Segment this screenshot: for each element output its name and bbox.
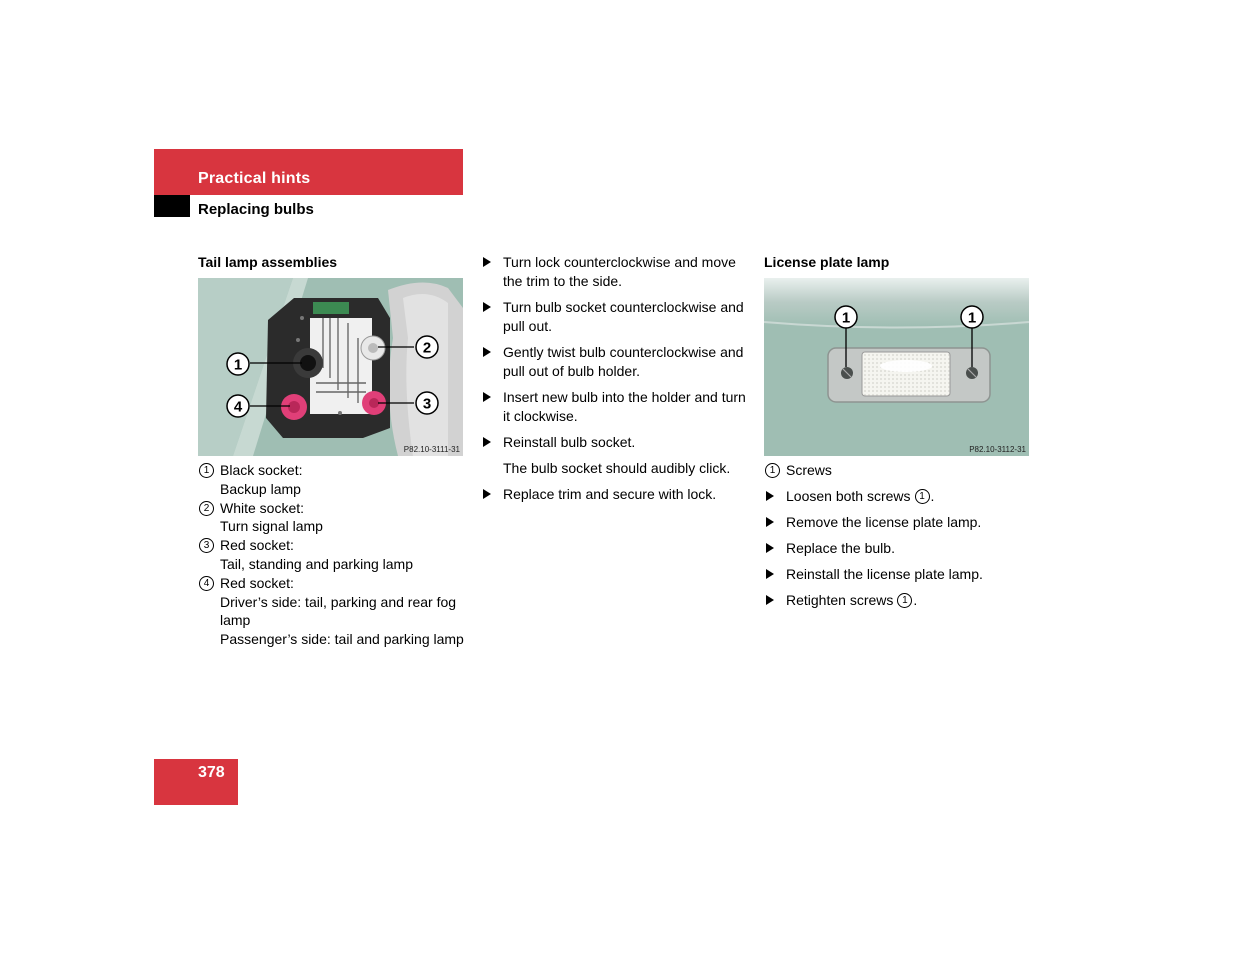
legend-item: 1 Screws: [764, 461, 1032, 480]
step-item: Remove the license plate lamp.: [764, 513, 1032, 532]
tail-lamp-illustration: [198, 278, 463, 456]
figure-code: P82.10-3111-31: [403, 445, 460, 454]
legend-number: 3: [199, 538, 214, 553]
bullet-triangle-icon: [483, 347, 491, 357]
tail-lamp-legend: [198, 461, 466, 649]
step-item: Loosen both screws 1 .: [764, 487, 1032, 506]
license-lamp-heading: License plate lamp: [764, 254, 890, 270]
step-item: Reinstall the license plate lamp.: [764, 565, 1032, 584]
legend-item: 2 White socket: Turn signal lamp: [198, 499, 466, 537]
bullet-triangle-icon: [483, 392, 491, 402]
step-item: Reinstall bulb socket.: [481, 433, 749, 452]
tail-lamp-figure: [198, 278, 463, 456]
svg-text:1: 1: [967, 309, 977, 327]
step-item: Turn bulb socket counterclockwise and pull out.: [481, 298, 749, 336]
tail-lamp-heading: Tail lamp assemblies: [198, 254, 338, 270]
license-lamp-figure: [764, 278, 1029, 456]
callout-2: [416, 336, 438, 358]
bullet-triangle-icon: [766, 491, 774, 501]
legend-item: 3 Red socket: Tail, standing and parking lamp: [198, 536, 466, 574]
svg-text:1: 1: [233, 356, 243, 374]
figure-code: P82.10-3112-31: [969, 445, 1026, 454]
bullet-triangle-icon: [766, 517, 774, 527]
bullet-triangle-icon: [766, 595, 774, 605]
callout-1: [835, 306, 857, 328]
bullet-triangle-icon: [766, 569, 774, 579]
bullet-triangle-icon: [483, 437, 491, 447]
svg-text:4: 4: [233, 398, 243, 416]
step-item: Retighten screws 1 .: [764, 591, 1032, 610]
legend-number: 1: [199, 463, 214, 478]
legend-item: 1 Black socket: Backup lamp: [198, 461, 466, 499]
subsection-title: Replacing bulbs: [198, 201, 314, 218]
svg-text:1: 1: [841, 309, 851, 327]
step-item: Insert new bulb into the holder and turn it clockwise.: [481, 388, 749, 426]
legend-item: 4 Red socket: Driver’s side: tail, parking and rear fog lamp Passenger’s side: tail and parking lamp: [198, 574, 466, 649]
bullet-triangle-icon: [483, 489, 491, 499]
tail-lamp-steps: [481, 253, 749, 511]
legend-number: 2: [199, 501, 214, 516]
bullet-triangle-icon: [483, 302, 491, 312]
step-note: The bulb socket should audibly click.: [503, 460, 731, 476]
ref-number: 1: [897, 593, 912, 608]
callout-1: [961, 306, 983, 328]
step-item: Turn lock counterclockwise and move the trim to the side.: [481, 253, 749, 291]
svg-text:3: 3: [422, 395, 432, 413]
section-title: Practical hints: [198, 170, 311, 187]
step-item: Gently twist bulb counterclockwise and pull out of bulb holder.: [481, 343, 749, 381]
callout-4: [227, 395, 249, 417]
legend-number: 1: [765, 463, 780, 478]
subsection-marker: [154, 195, 190, 217]
bullet-triangle-icon: [766, 543, 774, 553]
legend-number: 4: [199, 576, 214, 591]
license-lamp-illustration: [764, 278, 1029, 456]
callout-1: [227, 353, 249, 375]
page-number-tab: [154, 759, 238, 805]
svg-text:2: 2: [422, 339, 432, 357]
step-item: Replace the bulb.: [764, 539, 1032, 558]
license-lamp-steps: [764, 487, 1032, 617]
callout-3: [416, 392, 438, 414]
ref-number: 1: [915, 489, 930, 504]
step-item: Replace trim and secure with lock.: [481, 485, 749, 504]
page-number: 378: [198, 764, 225, 781]
license-lamp-legend: [764, 461, 1032, 480]
bullet-triangle-icon: [483, 257, 491, 267]
